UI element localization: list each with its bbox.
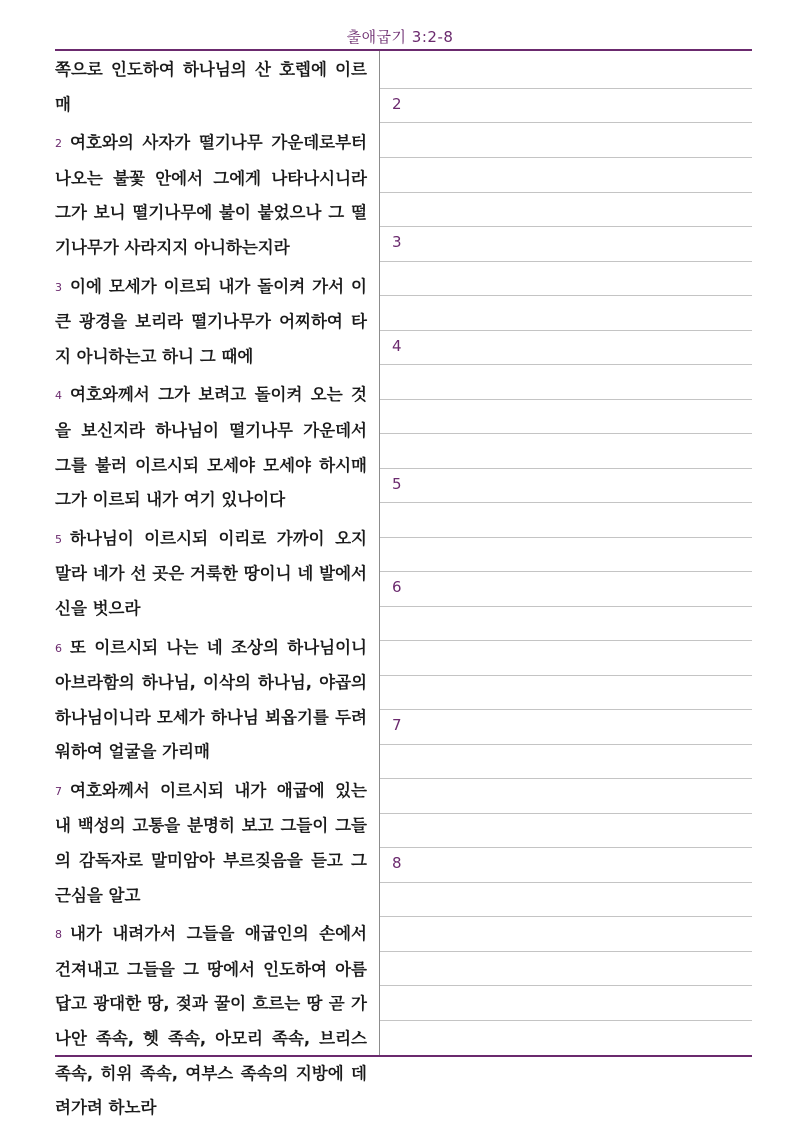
column-divider [379,51,380,1055]
scripture-text-column [55,53,367,1126]
verse-4 [55,378,367,517]
verse-number: 3 [55,280,62,294]
note-line [380,847,752,848]
verse-6 [55,631,367,770]
note-verse-number-4: 4 [392,337,402,355]
verse-continuation [55,53,367,122]
note-line [380,468,752,469]
verse-text: 내가 내려가서 그들을 애굽인의 손에서 건져내고 그들을 그 땅에서 인도하여 아름답고 광대한 땅, 젖과 꿀이 흐르는 땅 곧 가나안 족속, 헷 족속, 아모리 족속, 브리스 족속, 히위 족속, 여부스 족속의 지방에 데려가려 하노라 [55,924,367,1118]
note-line [380,709,752,710]
note-line [380,295,752,296]
note-line [380,433,752,434]
note-verse-number-3: 3 [392,233,402,251]
note-verse-number-8: 8 [392,854,402,872]
top-rule [55,49,752,51]
note-line [380,88,752,89]
note-line [380,364,752,365]
note-verse-number-6: 6 [392,578,402,596]
verse-5 [55,522,367,627]
verse-text: 또 이르시되 나는 네 조상의 하나님이니 아브라함의 하나님, 이삭의 하나님, 야곱의 하나님이니라 모세가 하나님 뵈옵기를 두려워하여 얼굴을 가리매 [55,637,367,762]
note-line [380,916,752,917]
verse-text: 이에 모세가 이르되 내가 돌이켜 가서 이 큰 광경을 보리라 떨기나무가 어찌하여 타지 아니하는고 하니 그 때에 [55,276,367,366]
verse-text: 여호와께서 그가 보려고 돌이켜 오는 것을 보신지라 하나님이 떨기나무 가운데서 그를 불러 이르시되 모세야 모세야 하시매 그가 이르되 내가 여기 있나이다 [55,385,367,510]
note-line [380,882,752,883]
note-line [380,157,752,158]
note-line [380,1020,752,1021]
verse-number: 4 [55,389,62,403]
verse-text: 여호와께서 이르시되 내가 애굽에 있는 내 백성의 고통을 분명히 보고 그들이 그들의 감독자로 말미암아 부르짖음을 듣고 그 근심을 알고 [55,780,367,905]
note-line [380,502,752,503]
verse-number: 5 [55,532,62,546]
verse-2 [55,126,367,265]
note-line [380,261,752,262]
verse-text: 여호와의 사자가 떨기나무 가운데로부터 나오는 불꽃 안에서 그에게 나타나시니라 그가 보니 떨기나무에 불이 붙었으나 그 떨기나무가 사라지지 아니하는지라 [55,133,367,257]
note-line [380,675,752,676]
bottom-rule [55,1055,752,1057]
running-header: 출애굽기 3:2-8 [346,28,454,46]
note-line [380,571,752,572]
note-line [380,744,752,745]
note-line [380,951,752,952]
verse-number: 2 [55,137,62,151]
verse-8 [55,917,367,1126]
note-verse-number-2: 2 [392,95,402,113]
note-verse-number-5: 5 [392,475,402,493]
note-line [380,606,752,607]
verse-number: 6 [55,641,62,655]
note-line [380,122,752,123]
note-line [380,813,752,814]
verse-number: 8 [55,928,62,942]
verse-3 [55,270,367,375]
verse-number: 7 [55,784,62,798]
note-line [380,330,752,331]
note-line [380,192,752,193]
verse-text: 하나님이 이르시되 이리로 가까이 오지 말라 네가 선 곳은 거룩한 땅이니 네 발에서 신을 벗으라 [55,528,367,618]
note-verse-number-7: 7 [392,716,402,734]
note-line [380,985,752,986]
verse-text: 쪽으로 인도하여 하나님의 산 호렙에 이르매 [55,60,367,114]
note-line [380,226,752,227]
note-line [380,537,752,538]
verse-7 [55,774,367,913]
note-line [380,640,752,641]
note-line [380,778,752,779]
note-line [380,399,752,400]
